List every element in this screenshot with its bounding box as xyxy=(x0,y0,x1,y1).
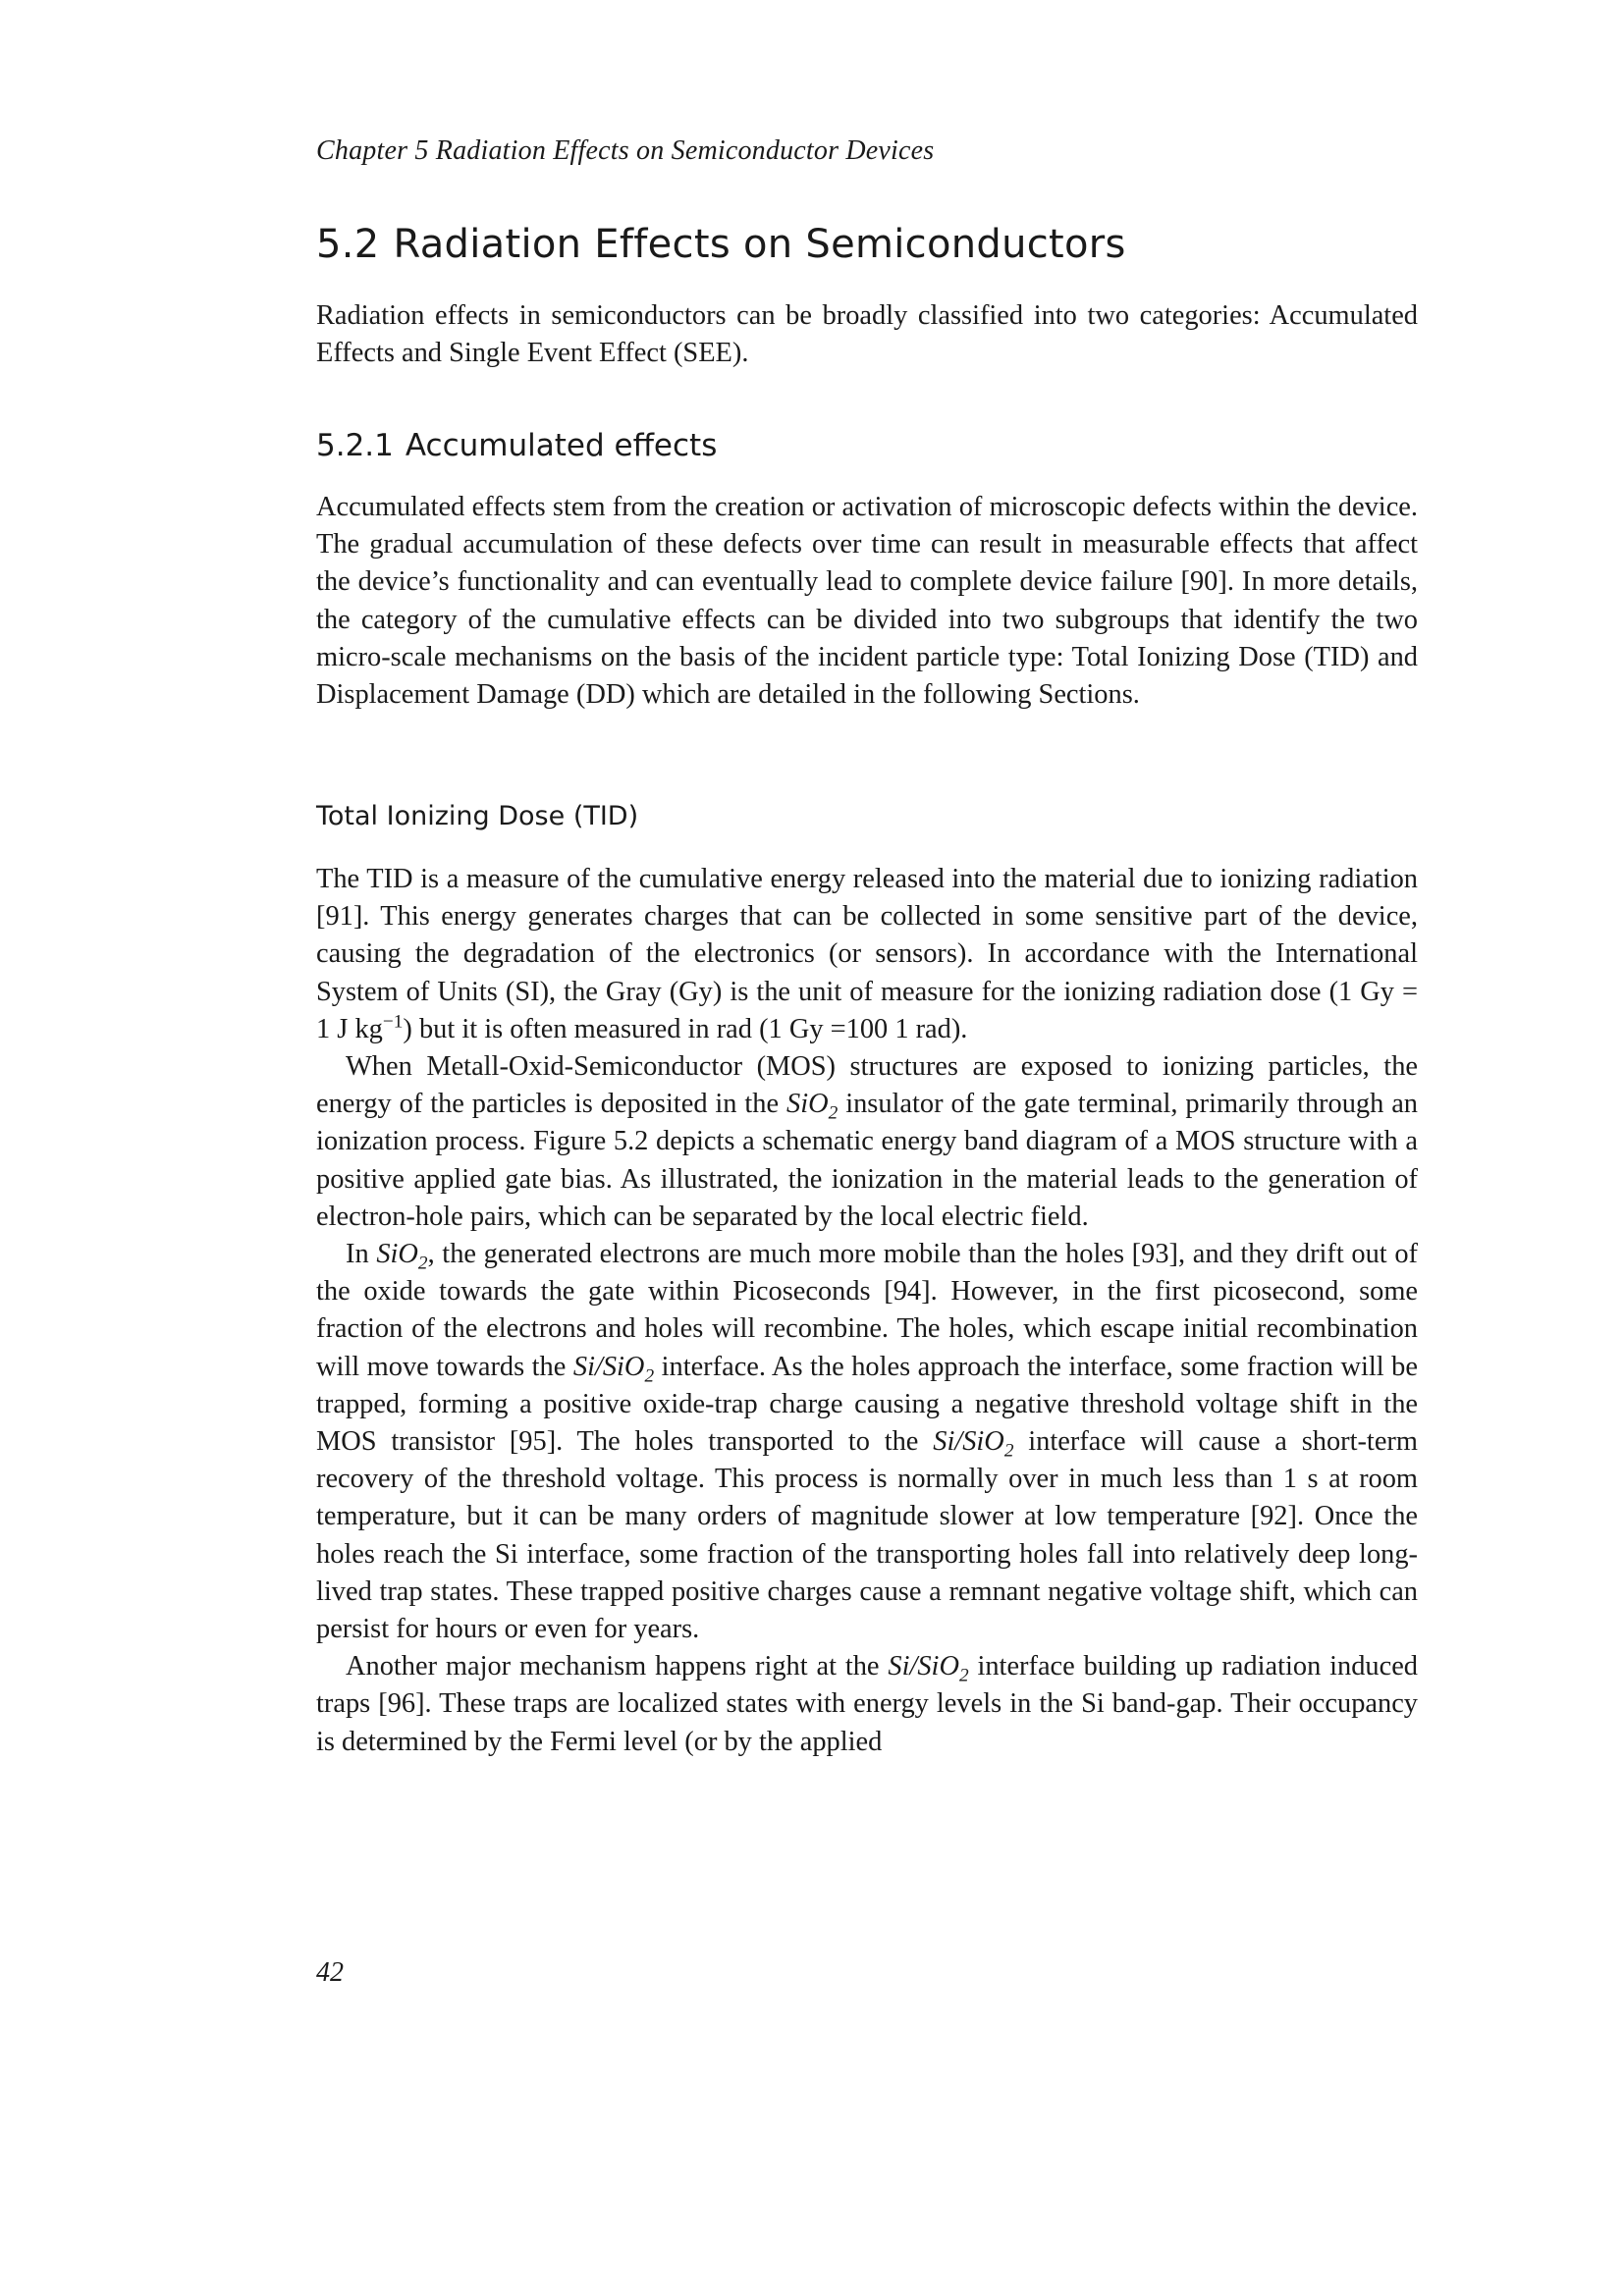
sio2-base: SiO xyxy=(376,1239,418,1270)
tid-p3-text-b: , the generated electrons are much more mobile than the holes [93], and they drift out of the oxide towards the gate within Picoseconds [94]. However, in the first picosecond, some fraction of the electrons and holes will recombine. The holes, which escape initial recombination will move towards the xyxy=(316,1239,1418,1382)
section-intro-paragraph: Radiation effects in semiconductors can be broadly classified into two categories: Accumulated Effects and Single Event Effect (SEE). xyxy=(316,300,1418,369)
tid-p2-text-a: When Metall-Oxid-Semiconductor (MOS) structures are exposed to ionizing particles, the energy of the particles is deposited in the xyxy=(316,1051,1418,1120)
si-sio2-subscript: 2 xyxy=(644,1365,655,1387)
tid-p3-text-d: interface will cause a short-term recovery of the threshold voltage. This process is normally over in much less than 1 s at room temperature, but it can be many orders of magnitude slower at low temperature [92]. Once the holes reach the Si interface, some fraction of the transporting holes fall into relatively deep long-lived trap states. These trapped positive charges cause a remnant negative voltage shift, which can persist for hours or even for years. xyxy=(316,1426,1418,1645)
tid-paragraph-2 xyxy=(316,1048,1418,1236)
tid-body-block xyxy=(316,861,1418,1761)
tid-p1-text: The TID is a measure of the cumulative energy released into the material due to ionizing radiation [91]. This energy generates charges that can be collected in some sensitive part of the device, causing the degradation of the electronics (or sensors). In accordance with the International System of Units (SI), the Gray (Gy) is the unit of measure for the ionizing radiation dose xyxy=(316,864,1418,1007)
tid-p1-tail: but it is often measured in rad (1 Gy =100 1 rad). xyxy=(418,1013,968,1044)
tid-p4-text-a: Another major mechanism happens right at the xyxy=(346,1651,880,1682)
subsection-number: 5.2.1 xyxy=(316,428,394,463)
si-sio2-math xyxy=(888,1651,969,1686)
si-sio2-subscript: 2 xyxy=(958,1665,969,1686)
section-title: Radiation Effects on Semiconductors xyxy=(393,222,1126,267)
tid-p3-text-a: In xyxy=(346,1239,369,1270)
si-sio2-subscript: 2 xyxy=(1003,1440,1014,1462)
section-number: 5.2 xyxy=(316,222,380,267)
section-heading xyxy=(316,222,1126,267)
tid-paragraph-4 xyxy=(316,1648,1418,1761)
tid-paragraph-1 xyxy=(316,861,1418,1048)
sio2-subscript: 2 xyxy=(417,1253,428,1274)
sio2-math xyxy=(786,1089,839,1124)
gray-unit-formula: (1 Gy = 1 J kg xyxy=(316,976,1419,1044)
section-intro-block xyxy=(316,297,1418,372)
subsection-heading xyxy=(316,428,717,463)
subsection-title: Accumulated effects xyxy=(405,428,718,463)
subsection-body-block xyxy=(316,489,1418,714)
tid-p2-text-b: insulator of the gate terminal, primarily through an ionization process. Figure 5.2 depicts a schematic energy band diagram of a MOS structure with a positive applied gate bias. As illustrated, the ionization in the material leads to the generation of electron-hole pairs, which can be separated by the local electric field. xyxy=(316,1089,1418,1232)
page-number: 42 xyxy=(316,1957,344,1988)
tid-paragraph-3 xyxy=(316,1236,1418,1648)
si-sio2-base: Si/SiO xyxy=(572,1351,645,1382)
tid-p3-text-c: interface. As the holes approach the interface, some fraction will be trapped, forming a positive oxide-trap charge causing a negative threshold voltage shift in the MOS transistor [95]. The holes transported to the xyxy=(316,1351,1418,1458)
sio2-base: SiO xyxy=(786,1089,829,1120)
running-header: Chapter 5 Radiation Effects on Semiconductor Devices xyxy=(316,135,935,166)
gray-unit-formula-close: ) xyxy=(403,1013,412,1044)
si-sio2-base: Si/SiO xyxy=(933,1426,1004,1458)
sio2-subscript: 2 xyxy=(828,1102,839,1124)
tid-p4-text-b: interface building up radiation induced traps [96]. These traps are localized states with energy levels in the Si band-gap. Their occupancy is determined by the Fermi level (or by the applied xyxy=(316,1651,1418,1757)
tid-heading: Total Ionizing Dose (TID) xyxy=(316,801,639,831)
si-sio2-base: Si/SiO xyxy=(888,1651,959,1682)
si-sio2-math xyxy=(933,1426,1014,1462)
subsection-body-paragraph: Accumulated effects stem from the creation or activation of microscopic defects within the device. The gradual accumulation of these defects over time can result in measurable effects that affect the device’s functionality and can eventually lead to complete device failure [90]. In more details, the category of the cumulative effects can be divided into two subgroups that identify the two micro-scale mechanisms on the basis of the incident particle type: Total Ionizing Dose (TID) and Displacement Damage (DD) which are detailed in the following Sections. xyxy=(316,492,1418,711)
sio2-math xyxy=(376,1239,428,1274)
gray-unit-exponent: −1 xyxy=(382,1011,404,1033)
si-sio2-math xyxy=(572,1351,655,1387)
